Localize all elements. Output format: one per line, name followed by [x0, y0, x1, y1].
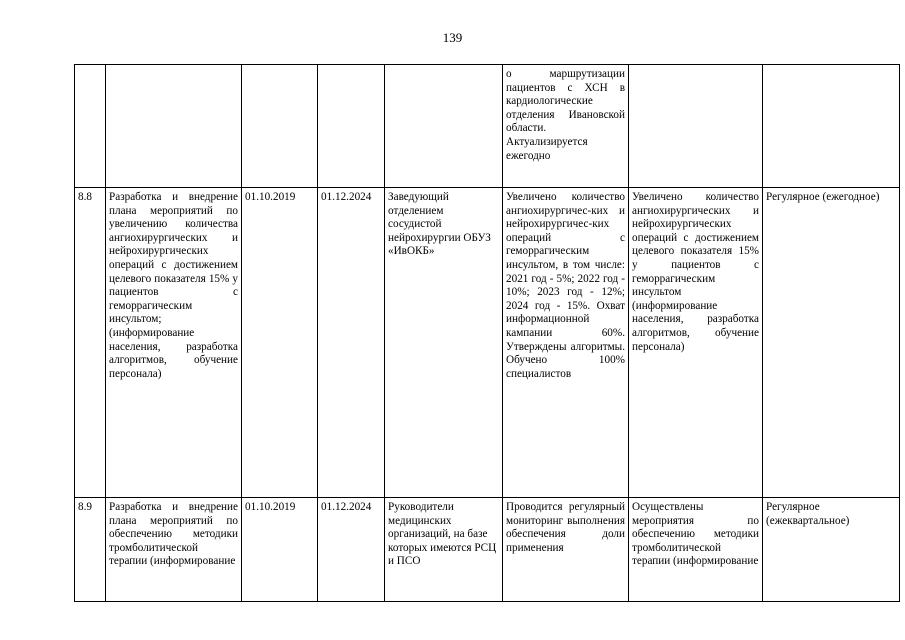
cell-indicators: Увеличено количество ангиохирургичес-ких и нейрохирургичес-ких операций с геморрагическим инсультом, в том числе: 2021 год - 5%; 2022 год - 10%; 2023 год - 12%; 2024 год - 15%. Охват информационной кампании 60%. Утверждены алгоритмы. Обучено 100% специалистов	[503, 188, 629, 498]
cell-regularity: Регулярное (ежеквартальное)	[763, 498, 900, 602]
cell-start-date: 01.10.2019	[242, 498, 318, 602]
cell-indicators: о маршрутизации пациентов с ХСН в кардиологические отделения Ивановской области. Актуализируется ежегодно	[503, 65, 629, 188]
cell-responsible	[385, 65, 503, 188]
table-row	[75, 188, 900, 498]
cell-regularity: Регулярное (ежегодное)	[763, 188, 900, 498]
cell-responsible: Руководители медицинских организаций, на базе которых имеются РСЦ и ПСО	[385, 498, 503, 602]
cell-number	[75, 65, 106, 188]
cell-responsible: Заведующий отделением сосудистой нейрохирургии ОБУЗ «ИвОКБ»	[385, 188, 503, 498]
cell-result	[629, 65, 763, 188]
cell-number: 8.9	[75, 498, 106, 602]
cell-result: Увеличено количество ангиохирургических и нейрохирургических операций с достижением целевого показателя 15% у пациентов с геморрагическим инсультом (информирование населения, разработка алгоритмов, обучение персонала)	[629, 188, 763, 498]
cell-end-date: 01.12.2024	[318, 188, 385, 498]
cell-activity	[106, 65, 242, 188]
table-row	[75, 65, 900, 188]
cell-activity: Разработка и внедрение плана мероприятий по обеспечению методики тромболитической терапии (информирование	[106, 498, 242, 602]
cell-activity: Разработка и внедрение плана мероприятий по увеличению количества ангиохирургических и нейрохирургических операций с достижением целевого показателя 15% у пациентов с геморрагическим инсультом; (информирование населения, разработка алгоритмов, обучение персонала)	[106, 188, 242, 498]
plan-table	[74, 64, 900, 602]
cell-regularity	[763, 65, 900, 188]
cell-number: 8.8	[75, 188, 106, 498]
page-number: 139	[442, 30, 463, 45]
cell-start-date: 01.10.2019	[242, 188, 318, 498]
cell-indicators: Проводится регулярный мониторинг выполнения обеспечения доли применения	[503, 498, 629, 602]
cell-end-date: 01.12.2024	[318, 498, 385, 602]
cell-start-date	[242, 65, 318, 188]
cell-end-date	[318, 65, 385, 188]
cell-result: Осуществлены мероприятия по обеспечению методики тромболитической терапии (информирование	[629, 498, 763, 602]
table-row	[75, 498, 900, 602]
